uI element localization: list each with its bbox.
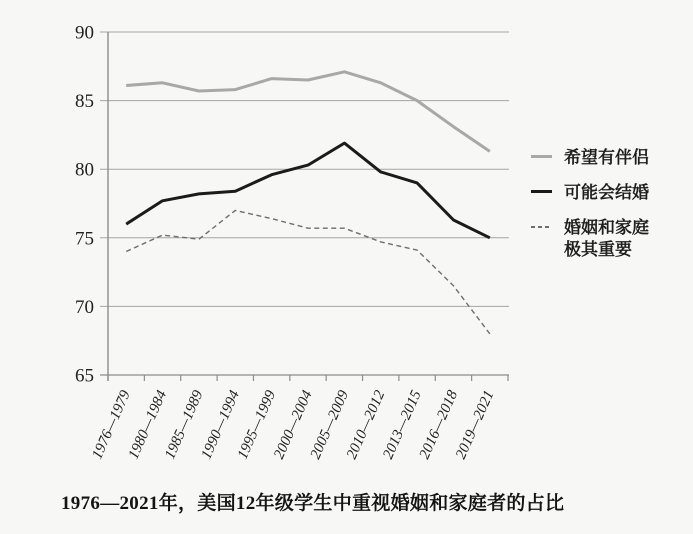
y-axis-tick-label: 80 [75,159,94,181]
y-axis-tick-label: 85 [75,91,94,113]
x-axis-tick-label: 1995—1999 [234,388,280,462]
x-axis-tick-label: 1990—1994 [198,388,243,462]
legend-label-partner: 希望有伴侣 [564,148,649,167]
x-axis-tick-label: 2013—2015 [380,388,425,462]
figure-caption: 1976—2021年，美国12年级学生中重视婚姻和家庭者的占比 [61,493,565,514]
x-axis-tick-label: 2010—2012 [343,388,389,462]
series-line [126,72,490,152]
series-line [126,143,490,238]
black-solid-line-swatch [531,190,552,193]
y-axis-tick-label: 70 [75,296,94,318]
x-axis-tick-label: 1980—1984 [125,388,171,462]
y-axis-tick-label: 90 [75,22,94,44]
x-axis-tick-label: 2019—2021 [453,388,498,462]
gray-solid-line-swatch [531,155,552,158]
legend-item-family [531,217,654,261]
legend [531,147,654,261]
x-axis-tick-label: 2000—2004 [271,388,316,462]
y-axis-tick-label: 75 [75,228,94,250]
legend-item-marry [531,182,654,204]
x-axis-tick-label: 1976—1979 [89,388,134,462]
x-axis-tick-label: 2016—2018 [416,388,462,462]
dashed-line-swatch [531,226,552,228]
x-axis-tick-label: 2005—2009 [307,388,353,462]
legend-label-marry: 可能会结婚 [564,183,649,203]
x-axis-tick-label: 1985—1989 [162,388,207,462]
legend-label-family: 婚姻和家庭极其重要 [564,218,649,260]
y-axis-tick-label: 65 [75,365,94,387]
series-line [126,210,490,333]
legend-item-partner [531,147,654,169]
